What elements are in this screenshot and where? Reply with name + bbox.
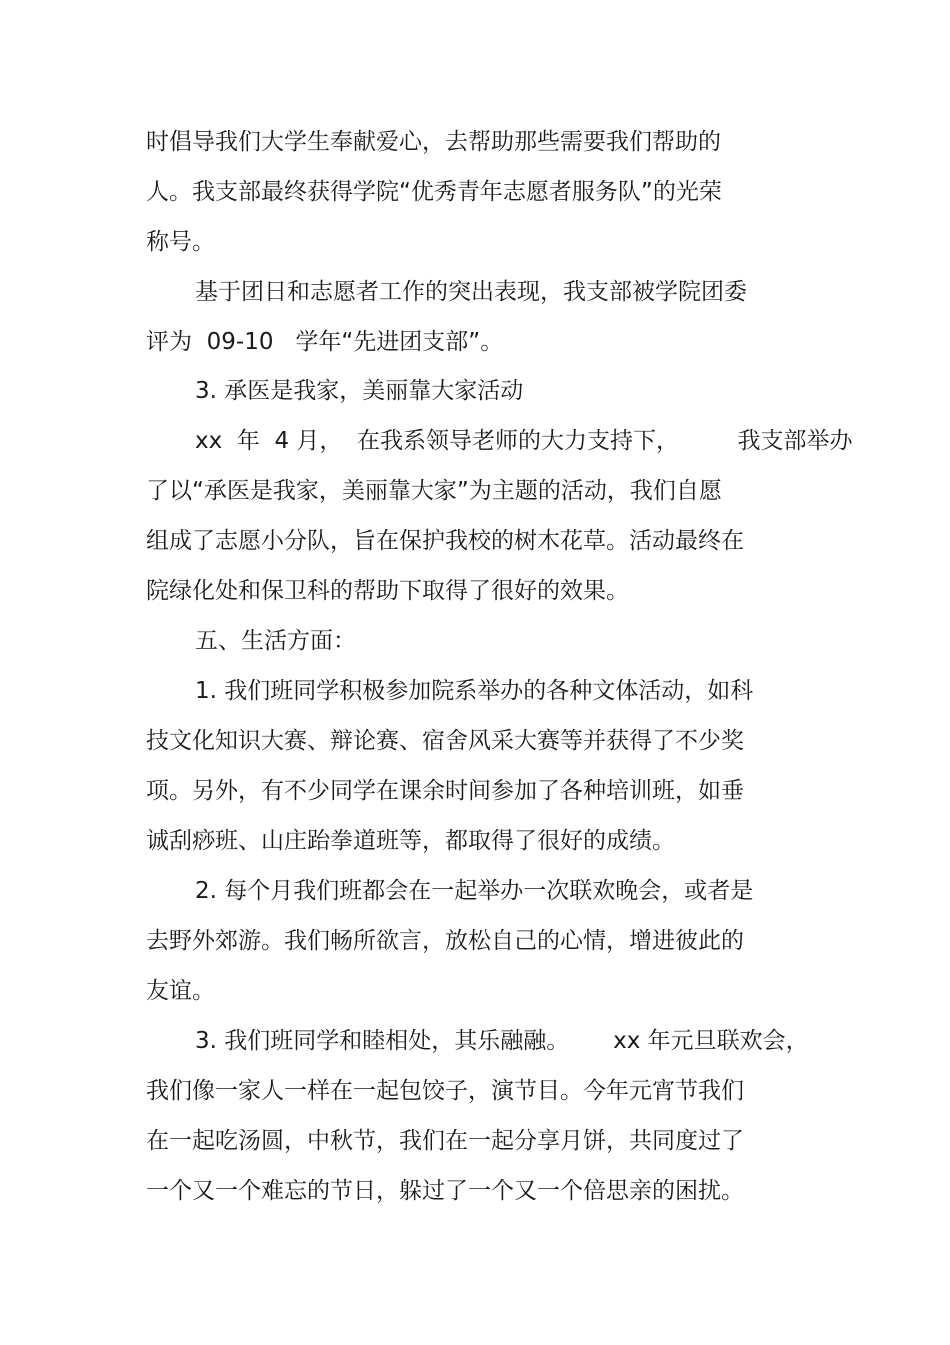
- text-line: 称号。: [146, 229, 215, 255]
- text-line: 诚刮痧班、山庄跆拳道班等，都取得了很好的成绩。: [146, 828, 675, 854]
- text-line: 去野外郊游。我们畅所欲言，放松自己的心情，增进彼此的: [146, 928, 744, 954]
- text-line: 项。另外，有不少同学在课余时间参加了各种培训班，如垂: [146, 778, 744, 804]
- text-line: 一个又一个难忘的节日，躲过了一个又一个倍思亲的困扰。: [146, 1178, 744, 1204]
- text-line: 评为 09-10 学年“先进团支部”。: [146, 329, 504, 355]
- text-line: 人。我支部最终获得学院“优秀青年志愿者服务队”的光荣: [146, 179, 722, 205]
- paragraph-start-line: 3. 我们班同学和睦相处，其乐融融。 xx 年元旦联欢会，: [195, 1028, 809, 1054]
- paragraph-start-line: 基于团日和志愿者工作的突出表现，我支部被学院团委: [195, 279, 747, 305]
- text-line: 时倡导我们大学生奉献爱心，去帮助那些需要我们帮助的: [146, 129, 721, 155]
- paragraph-start-line: xx 年 4 月， 在我系领导老师的大力支持下， 我支部举办: [195, 428, 853, 454]
- text-line: 技文化知识大赛、辩论赛、宿舍风采大赛等并获得了不少奖: [146, 728, 744, 754]
- text-line: 组成了志愿小分队，旨在保护我校的树木花草。活动最终在: [146, 528, 744, 554]
- text-line: 院绿化处和保卫科的帮助下取得了很好的效果。: [146, 578, 629, 604]
- text-line: 在一起吃汤圆，中秋节，我们在一起分享月饼，共同度过了: [146, 1128, 744, 1154]
- text-line: 我们像一家人一样在一起包饺子，演节目。今年元宵节我们: [146, 1078, 744, 1104]
- section-heading: 五、生活方面：: [195, 628, 356, 654]
- text-line: 友谊。: [146, 978, 215, 1004]
- paragraph-start-line: 1. 我们班同学积极参加院系举办的各种文体活动，如科: [195, 678, 754, 704]
- text-line: 了以“承医是我家，美丽靠大家”为主题的活动，我们自愿: [146, 478, 722, 504]
- paragraph-start-line: 2. 每个月我们班都会在一起举办一次联欢晚会，或者是: [195, 878, 754, 904]
- section-heading: 3. 承医是我家，美丽靠大家活动: [195, 378, 524, 404]
